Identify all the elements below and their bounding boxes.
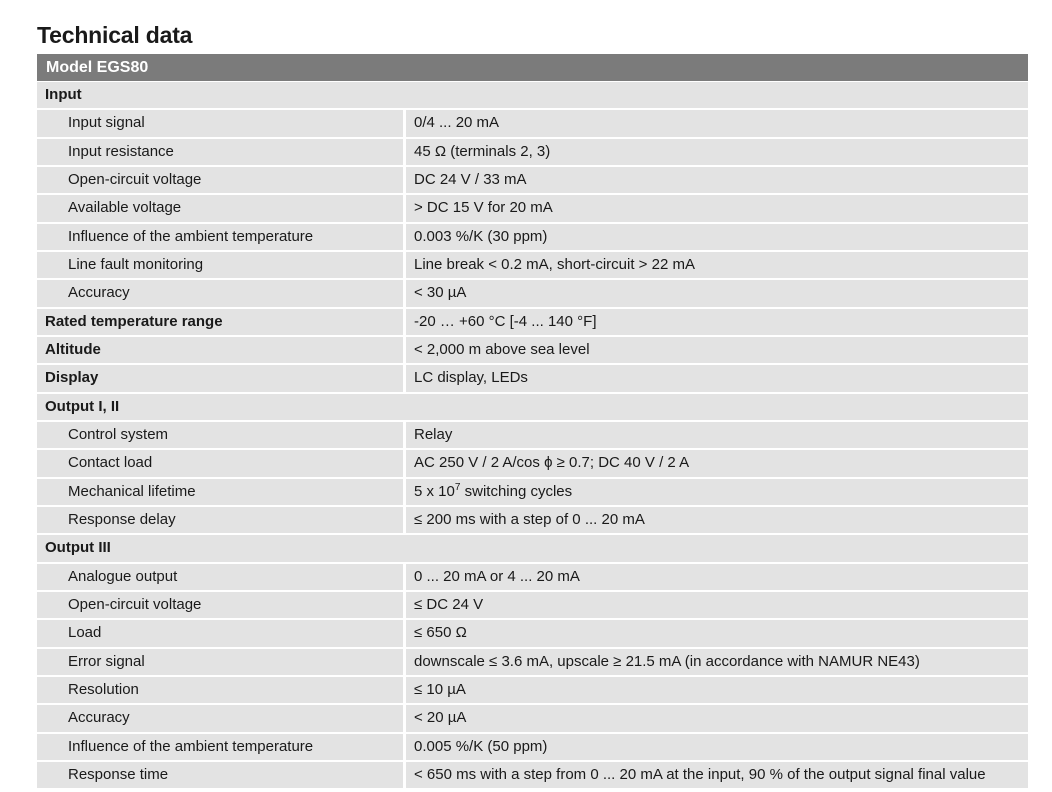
parameter-label: Accuracy (37, 705, 403, 731)
parameter-label: Open-circuit voltage (37, 167, 403, 193)
table-row (37, 252, 1028, 280)
table-row (37, 479, 1028, 507)
parameter-value: 0.003 %/K (30 ppm) (406, 224, 1028, 250)
parameter-value: ≤ 200 ms with a step of 0 ... 20 mA (406, 507, 1028, 533)
section-title: Output III (37, 535, 1028, 561)
table-row (37, 167, 1028, 195)
table-row (37, 762, 1028, 790)
table-row (37, 734, 1028, 762)
parameter-label: Accuracy (37, 280, 403, 306)
table-row (37, 450, 1028, 478)
parameter-value: 0 ... 20 mA or 4 ... 20 mA (406, 564, 1028, 590)
parameter-value: ≤ DC 24 V (406, 592, 1028, 618)
table-row (37, 592, 1028, 620)
parameter-label: Input resistance (37, 139, 403, 165)
section-title: Output I, II (37, 394, 1028, 420)
parameter-value: Line break < 0.2 mA, short-circuit > 22 mA (406, 252, 1028, 278)
parameter-label: Rated temperature range (37, 309, 403, 335)
parameter-value (406, 479, 1028, 505)
parameter-label: Error signal (37, 649, 403, 675)
parameter-value: LC display, LEDs (406, 365, 1028, 391)
parameter-value: < 30 µA (406, 280, 1028, 306)
parameter-label: Influence of the ambient temperature (37, 224, 403, 250)
parameter-label: Response delay (37, 507, 403, 533)
parameter-value: < 20 µA (406, 705, 1028, 731)
parameter-label: Resolution (37, 677, 403, 703)
section-title: Input (37, 82, 1028, 108)
section-header-row (37, 82, 1028, 110)
table-row (37, 195, 1028, 223)
parameter-value: 45 Ω (terminals 2, 3) (406, 139, 1028, 165)
technical-data-table (37, 82, 1028, 790)
section-header-row (37, 535, 1028, 563)
table-row (37, 705, 1028, 733)
parameter-value: 0/4 ... 20 mA (406, 110, 1028, 136)
parameter-label: Available voltage (37, 195, 403, 221)
table-row (37, 139, 1028, 167)
parameter-label: Open-circuit voltage (37, 592, 403, 618)
table-row (37, 620, 1028, 648)
table-row (37, 507, 1028, 535)
parameter-label: Line fault monitoring (37, 252, 403, 278)
model-header: Model EGS80 (37, 54, 1028, 81)
parameter-label: Control system (37, 422, 403, 448)
parameter-label: Response time (37, 762, 403, 788)
table-row (37, 422, 1028, 450)
parameter-label: Display (37, 365, 403, 391)
section-header-row (37, 394, 1028, 422)
table-row (37, 224, 1028, 252)
parameter-value: ≤ 650 Ω (406, 620, 1028, 646)
table-row (37, 110, 1028, 138)
parameter-label: Mechanical lifetime (37, 479, 403, 505)
parameter-value: DC 24 V / 33 mA (406, 167, 1028, 193)
value-text: 5 x 10 (414, 482, 455, 500)
parameter-value: < 650 ms with a step from 0 ... 20 mA at the input, 90 % of the output signal final value (406, 762, 1028, 788)
parameter-value: Relay (406, 422, 1028, 448)
table-row (37, 564, 1028, 592)
page-title: Technical data (37, 22, 193, 48)
parameter-label: Altitude (37, 337, 403, 363)
parameter-label: Contact load (37, 450, 403, 476)
table-row (37, 677, 1028, 705)
value-superscript: 7 (454, 481, 461, 493)
parameter-value: -20 … +60 °C [-4 ... 140 °F] (406, 309, 1028, 335)
parameter-label: Analogue output (37, 564, 403, 590)
parameter-value: 0.005 %/K (50 ppm) (406, 734, 1028, 760)
parameter-value: ≤ 10 µA (406, 677, 1028, 703)
parameter-value: > DC 15 V for 20 mA (406, 195, 1028, 221)
table-row (37, 309, 1028, 337)
parameter-value: < 2,000 m above sea level (406, 337, 1028, 363)
table-row (37, 365, 1028, 393)
parameter-value: downscale ≤ 3.6 mA, upscale ≥ 21.5 mA (in accordance with NAMUR NE43) (406, 649, 1028, 675)
table-row (37, 649, 1028, 677)
table-row (37, 337, 1028, 365)
parameter-label: Load (37, 620, 403, 646)
value-suffix: switching cycles (460, 482, 573, 500)
parameter-label: Input signal (37, 110, 403, 136)
table-row (37, 280, 1028, 308)
parameter-label: Influence of the ambient temperature (37, 734, 403, 760)
parameter-value: AC 250 V / 2 A/cos ϕ ≥ 0.7; DC 40 V / 2 A (406, 450, 1028, 476)
